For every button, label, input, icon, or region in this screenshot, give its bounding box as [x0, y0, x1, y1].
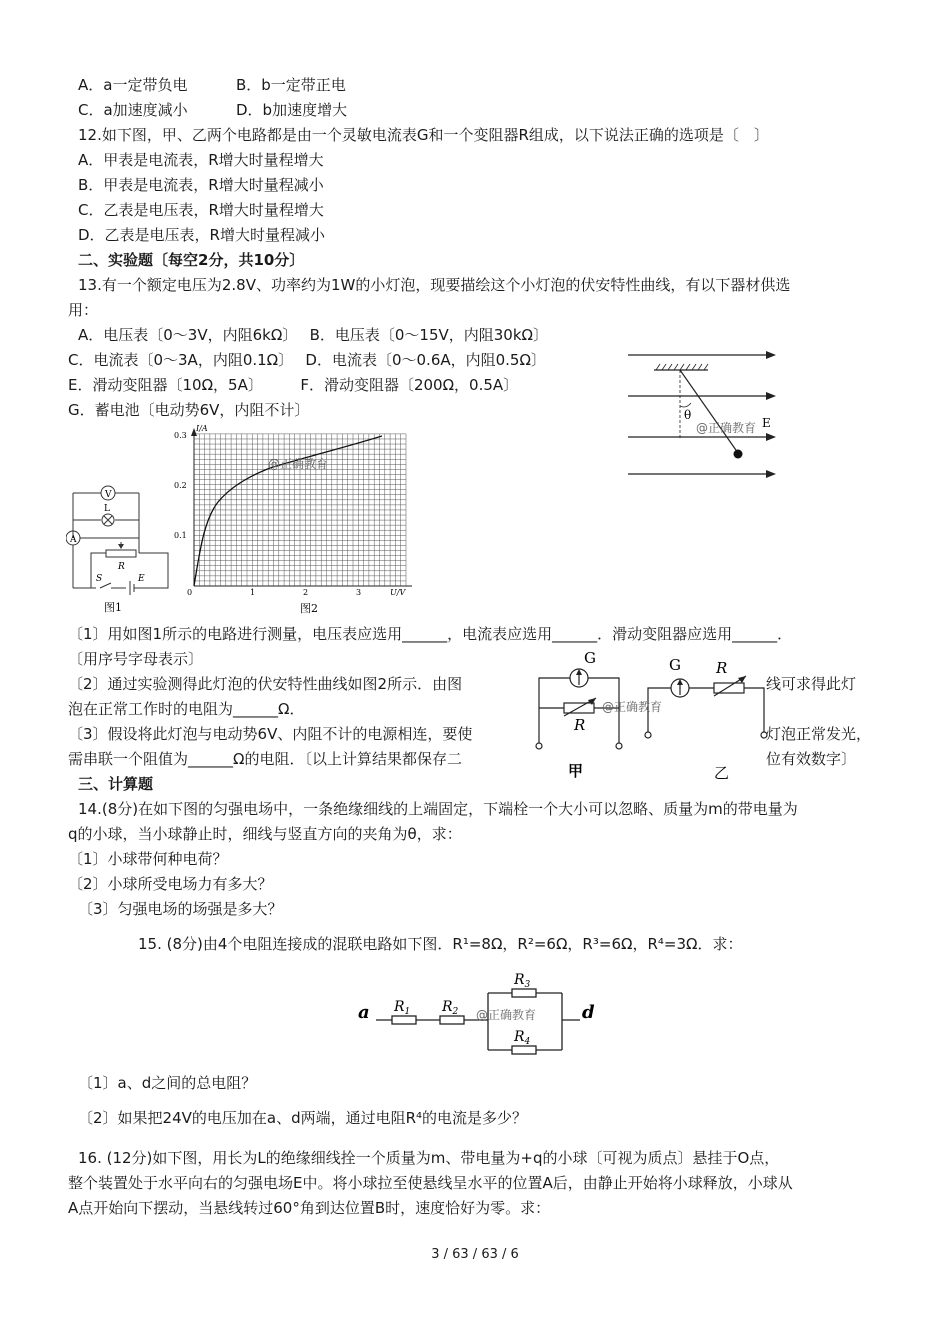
- q13-part2-b: 泡在正常工作时的电阻为______Ω．: [68, 700, 305, 718]
- q12-option-c: C．乙表是电压表，R增大时量程增大: [78, 201, 324, 219]
- yi-resistor: [714, 683, 744, 693]
- yi-r-label: R: [716, 659, 728, 677]
- q13-part1-a: 〔1〕用如图1所示的电路进行测量，电压表应选用______，电流表应选用______．滑动变阻器应选用______．: [68, 625, 793, 643]
- fig1-label-e: E: [138, 574, 145, 584]
- fig1-label-r: R: [118, 562, 125, 572]
- theta-label: θ: [684, 408, 692, 422]
- field-arrow-1: [766, 351, 776, 359]
- q13-options-cd: C．电流表〔0～3A，内阻0.1Ω〕 D．电流表〔0～0.6A，内阻0.5Ω〕: [68, 351, 546, 369]
- field-e-label: E: [762, 416, 771, 430]
- q12-option-a: A．甲表是电流表，R增大时量程增大: [78, 151, 324, 169]
- x-tick-0: 0: [187, 588, 193, 597]
- q13-part3-a-right: 灯泡正常发光，: [766, 725, 872, 743]
- jia-terminal-left: [536, 743, 542, 749]
- yi-g-label: G: [669, 656, 681, 674]
- q16-stem-2: 整个装置处于水平向右的匀强电场E中。将小球拉至使悬线呈水平的位置A后，由静止开始将小球释放，小球从: [68, 1174, 793, 1192]
- jia-r-label: R: [574, 716, 586, 734]
- r2-label: $R_2$: [442, 999, 459, 1017]
- charged-ball: [734, 450, 743, 459]
- jia-terminal-right: [616, 743, 622, 749]
- r2-resistor: [440, 1016, 464, 1024]
- watermark: @正确教育: [268, 457, 329, 471]
- fig1-label-a: A: [70, 535, 77, 545]
- q14-stem-1: 14.(8分)在如下图的匀强电场中，一条绝缘细线的上端固定，下端栓一个大小可以忽略、质量为m的带电量为: [78, 800, 798, 818]
- q13-options-ab: A．电压表〔0～3V，内阻6kΩ〕 B．电压表〔0～15V，内阻30kΩ〕: [78, 326, 548, 344]
- y-tick-0-1: 0.1: [174, 531, 187, 540]
- r1-label: $R_1$: [394, 999, 411, 1017]
- node-d-label: d: [582, 1002, 595, 1023]
- fig1-circuit: [66, 480, 176, 615]
- q11-option-a: A．a一定带负电: [78, 76, 188, 94]
- y-axis-label: I/A: [196, 424, 208, 433]
- x-axis-label: U/V: [390, 588, 406, 597]
- q11-option-d: D．b加速度增大: [236, 101, 348, 119]
- watermark: @正确教育: [696, 421, 757, 435]
- r4-label: $R_4$: [514, 1029, 531, 1047]
- q13-options-ef: E．滑动变阻器〔10Ω，5A〕 F．滑动变阻器〔200Ω，0.5A〕: [68, 376, 519, 394]
- q15-stem: 15. (8分)由4个电阻连接成的混联电路如下图．R¹=8Ω，R²=6Ω，R³=6Ω，R⁴=3Ω．求：: [138, 935, 743, 953]
- section-2-heading: 二、实验题〔每空2分，共10分〕: [78, 251, 305, 269]
- q16-stem-1: 16. (12分)如下图，用长为L的绝缘细线拴一个质量为m、带电量为+q的小球〔可视为质点〕悬挂于O点，: [78, 1149, 780, 1167]
- q13-part1-b: 〔用序号字母表示〕: [68, 650, 204, 668]
- q13-stem-2: 用：: [68, 301, 99, 319]
- r3-resistor: [512, 989, 536, 997]
- fig1-label-l: L: [104, 504, 110, 514]
- x-tick-3: 3: [356, 588, 362, 597]
- r3-label: $R_3$: [514, 972, 531, 990]
- fig1-label-s: S: [96, 574, 103, 584]
- fig2-iu-graph: [170, 420, 415, 618]
- field-arrow-2: [766, 392, 776, 400]
- field-arrow-4: [766, 470, 776, 478]
- yi-terminal-left: [645, 732, 651, 738]
- x-tick-1: 1: [250, 588, 256, 597]
- q15-part2: 〔2〕如果把24V的电压加在a、d两端，通过电阻R⁴的电流是多少？: [78, 1109, 528, 1127]
- q13-part3-b-right: 位有效数字〕: [766, 750, 857, 768]
- watermark: @正确教育: [476, 1008, 537, 1022]
- field-arrow-3: [766, 433, 776, 441]
- q11-option-c: C．a加速度减小: [78, 101, 188, 119]
- q12-option-b: B．甲表是电流表，R增大时量程减小: [78, 176, 324, 194]
- q14-part3: 〔3〕匀强电场的场强是多大？: [78, 900, 283, 918]
- r4-resistor: [512, 1046, 536, 1054]
- node-a-label: a: [358, 1002, 370, 1023]
- q13-part3-b-left: 需串联一个阻值为______Ω的电阻．〔以上计算结果都保存二: [68, 750, 462, 768]
- jia-label: 甲: [568, 762, 584, 780]
- fig1-label-v: V: [105, 490, 112, 500]
- q11-option-b: B．b一定带正电: [236, 76, 346, 94]
- q14-part1: 〔1〕小球带何种电荷？: [68, 850, 228, 868]
- q12-stem: 12.如下图，甲、乙两个电路都是由一个灵敏电流表G和一个变阻器R组成，以下说法正确的选项是〔 〕: [78, 126, 769, 144]
- q13-option-g: G．蓄电池〔电动势6V，内阻不计〕: [68, 401, 310, 419]
- q14-part2: 〔2〕小球所受电场力有多大？: [68, 875, 273, 893]
- q16-stem-3: A点开始向下摆动，当悬线转过60°角到达位置B时，速度恰好为零。求：: [68, 1199, 551, 1217]
- field-ball-figure: [626, 343, 778, 489]
- r1-resistor: [392, 1016, 416, 1024]
- q13-part2-a-right: 线可求得此灯: [766, 675, 857, 693]
- fig1-caption: 图1: [104, 601, 122, 614]
- page-footer: 3 / 63 / 63 / 6: [431, 1247, 519, 1262]
- y-tick-0-3: 0.3: [174, 431, 187, 440]
- q13-part2-a-left: 〔2〕通过实验测得此灯泡的伏安特性曲线如图2所示．由图: [68, 675, 463, 693]
- q13-part3-a-left: 〔3〕假设将此灯泡与电动势6V、内阻不计的电源相连，要使: [68, 725, 473, 743]
- q14-stem-2: q的小球，当小球静止时，细线与竖直方向的夹角为θ，求：: [68, 825, 462, 843]
- q15-part1: 〔1〕a、d之间的总电阻？: [78, 1074, 257, 1092]
- x-tick-2: 2: [303, 588, 309, 597]
- galvanometer-circuits: [526, 648, 776, 783]
- q13-stem-1: 13.有一个额定电压为2.8V、功率约为1W的小灯泡，现要描绘这个小灯泡的伏安特性曲线，有以下器材供选: [78, 276, 791, 294]
- yi-terminal-right: [761, 732, 767, 738]
- resistor-network: [352, 965, 602, 1060]
- jia-g-label: G: [584, 649, 596, 667]
- fig2-caption: 图2: [300, 602, 318, 615]
- section-3-heading: 三、计算题: [78, 775, 154, 793]
- q12-option-d: D．乙表是电压表，R增大时量程减小: [78, 226, 325, 244]
- y-tick-0-2: 0.2: [174, 481, 187, 490]
- watermark: @正确教育: [602, 700, 663, 714]
- yi-label: 乙: [714, 764, 730, 782]
